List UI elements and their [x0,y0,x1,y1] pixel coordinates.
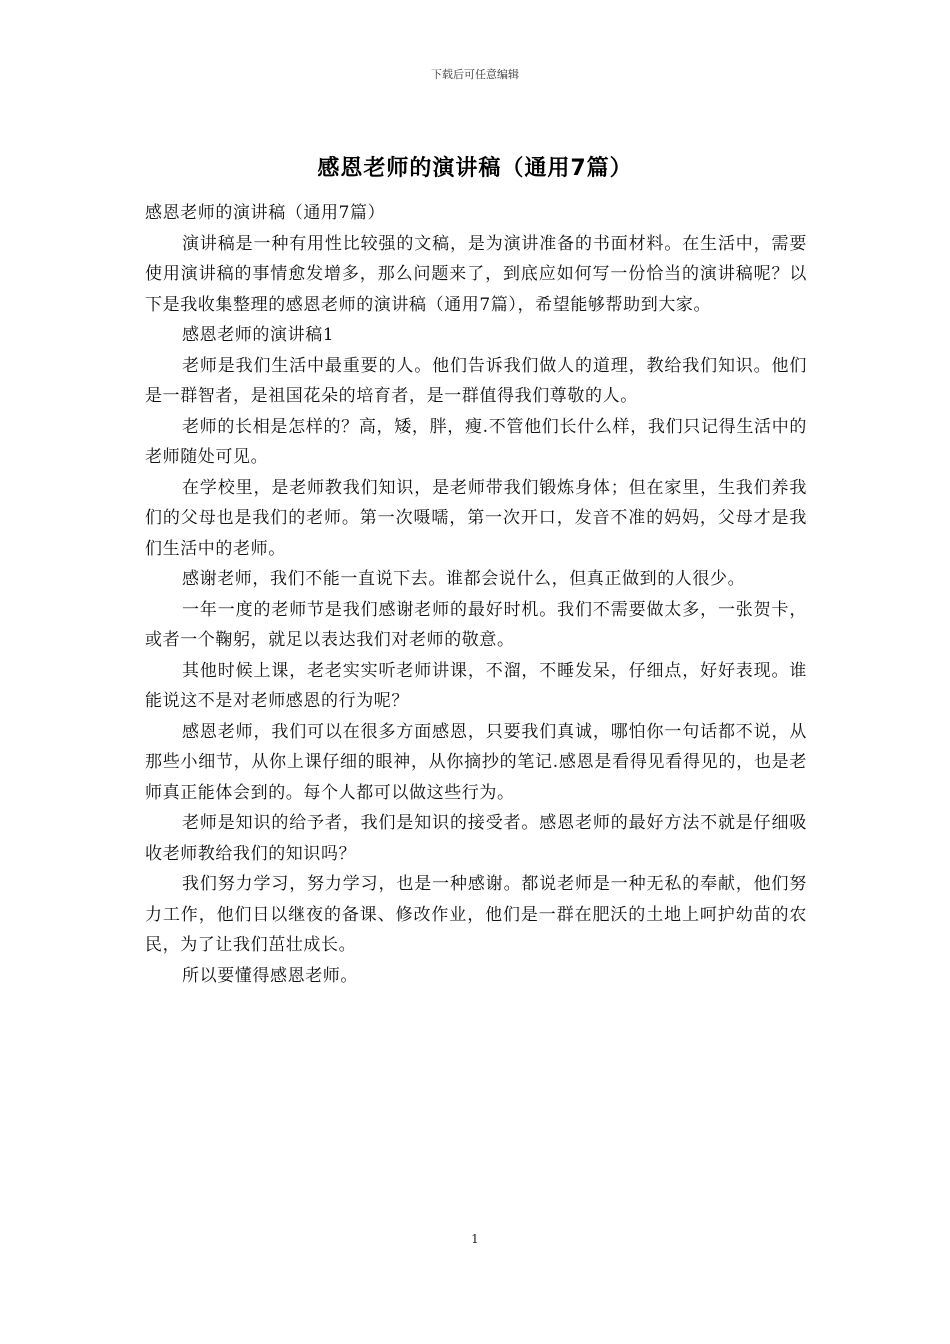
page-number: 1 [471,1232,479,1246]
paragraph: 老师是知识的给予者，我们是知识的接受者。感恩老师的最好方法不就是仔细吸收老师教给我们的知识吗？ [145,813,807,864]
paragraph: 一年一度的老师节是我们感谢老师的最好时机。我们不需要做太多，一张贺卡，或者一个鞠躬，就足以表达我们对老师的敬意。 [145,599,807,650]
document-title: 感恩老师的演讲稿（通用7篇） [317,156,633,181]
paragraph: 所以要懂得感恩老师。 [182,965,358,986]
paragraph: 感恩老师，我们可以在很多方面感恩，只要我们真诚，哪怕你一句话都不说，从那些小细节，从你上课仔细的眼神，从你摘抄的笔记.感恩是看得见看得见的，也是老师真正能体会到的。每个人都可以做这些行为。 [145,721,807,803]
paragraph: 我们努力学习，努力学习，也是一种感谢。都说老师是一种无私的奉献，他们努力工作，他们日以继夜的备课、修改作业，他们是一群在肥沃的土地上呵护幼苗的农民，为了让我们茁壮成长。 [145,874,807,955]
paragraph: 老师是我们生活中最重要的人。他们告诉我们做人的道理，教给我们知识。他们是一群智者，是祖国花朵的培育者，是一群值得我们尊敬的人。 [145,355,807,406]
document-body [145,198,807,991]
paragraph: 感恩老师的演讲稿（通用7篇） [145,203,386,223]
paragraph: 在学校里，是老师教我们知识，是老师带我们锻炼身体；但在家里，生我们养我们的父母也是我们的老师。第一次嗫嚅，第一次开口，发音不准的妈妈，父母才是我们生活中的老师。 [145,477,807,559]
header-note: 下载后可任意编辑 [431,68,519,81]
paragraph: 演讲稿是一种有用性比较强的文稿，是为演讲准备的书面材料。在生活中，需要使用演讲稿的事情愈发增多，那么问题来了，到底应如何写一份恰当的演讲稿呢？以下是我收集整理的感恩老师的演讲稿（通用7篇），希望能够帮助到大家。 [145,233,807,315]
paragraph: 其他时候上课，老老实实听老师讲课，不溜，不睡发呆，仔细点，好好表现。谁能说这不是对老师感恩的行为呢？ [145,660,807,711]
paragraph: 感谢老师，我们不能一直说下去。谁都会说什么，但真正做到的人很少。 [182,569,746,589]
paragraph: 老师的长相是怎样的？高，矮，胖，瘦.不管他们长什么样，我们只记得生活中的老师随处可见。 [145,416,807,467]
section-heading: 感恩老师的演讲稿1 [182,325,335,345]
